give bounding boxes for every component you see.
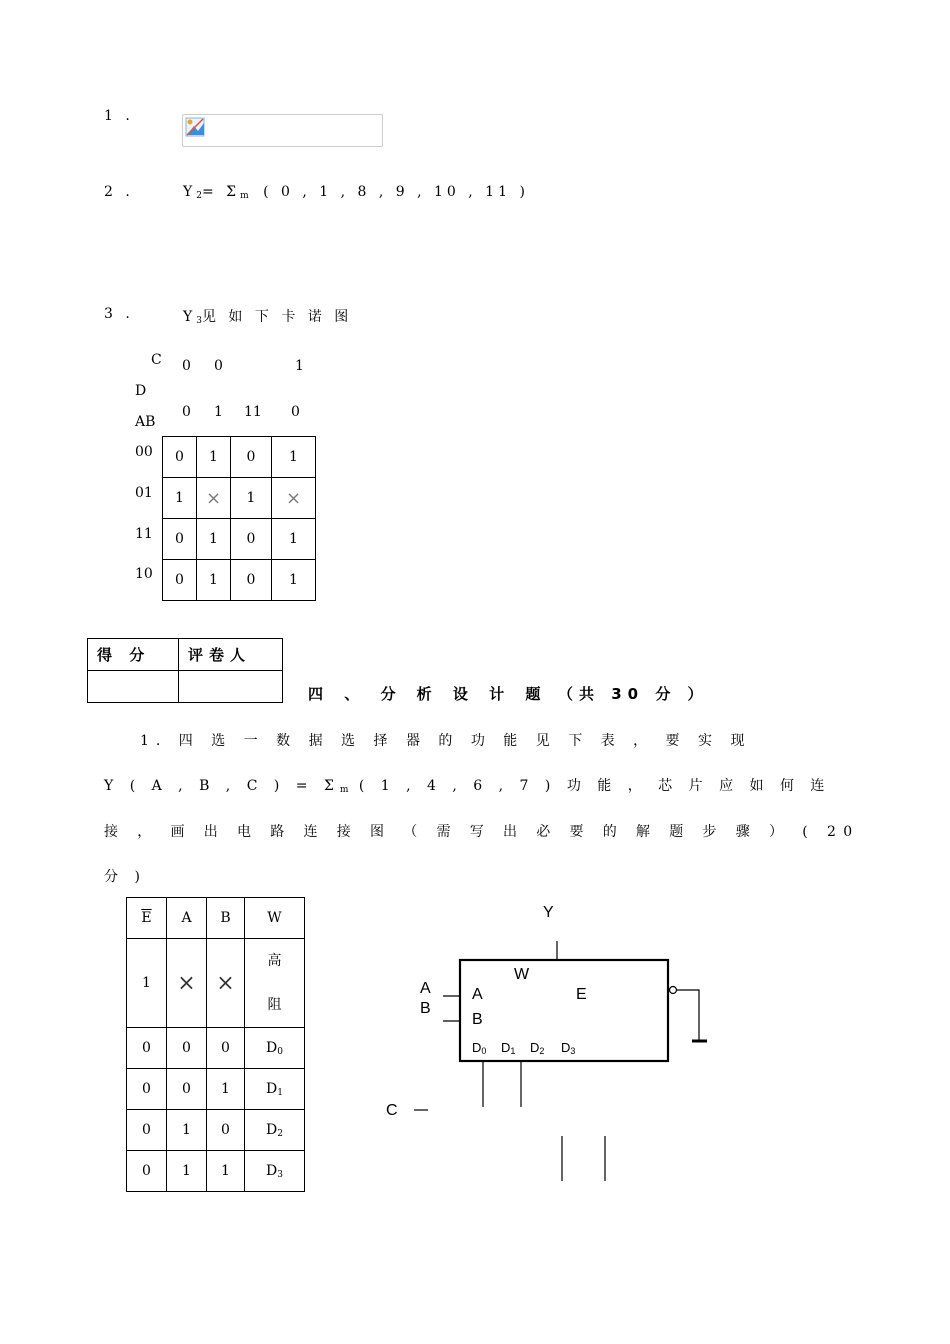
kmap-row-label: 00 <box>135 444 153 460</box>
kmap-label-c: C <box>151 352 166 368</box>
circuit-pin-d0: $D_0$ <box>472 1040 487 1056</box>
score-header: 得 分 <box>88 639 179 671</box>
circuit-pin-d1: $D_1$ <box>501 1040 516 1056</box>
grader-header: 评卷人 <box>179 639 283 671</box>
circuit-pin-e: E <box>576 986 587 1003</box>
problem-line-3: 接 ， 画 出 电 路 连 接 图 （ 需 写 出 必 要 的 解 题 步 骤 ） ( 20 <box>104 824 860 840</box>
circuit-label-b-ext: B <box>420 1000 431 1017</box>
kmap-cell: 0 <box>163 437 197 478</box>
kmap-col-top: 0 <box>182 358 191 374</box>
kmap-row-label: 01 <box>135 485 153 501</box>
problem-line-2: Y ( A , B , C ) = $\Sigma_m$ ( 1 , 4 , 6 , 7 ) 功 能 ， 芯 片 应 如 何 连 <box>104 778 831 795</box>
kmap-cell: 0 <box>231 437 272 478</box>
kmap-cell: 0 <box>163 560 197 601</box>
circuit-label-y: Y <box>543 904 554 921</box>
q2-expression: $Y_2= \Sigma_m$ ( 0 , 1 , 8 , 9 , 10 , 11 ) <box>183 184 529 201</box>
cell-w: $D_3$ <box>245 1151 305 1192</box>
cell-b: 0 <box>207 1110 245 1151</box>
cell-e: 0 <box>127 1069 167 1110</box>
cell-a: 0 <box>167 1069 207 1110</box>
cell-b: 0 <box>207 1028 245 1069</box>
cell-a: 1 <box>167 1151 207 1192</box>
cell-w-line-1: 高 <box>267 953 282 969</box>
q2-number: 2 . <box>104 184 134 200</box>
kmap-row-label: 11 <box>135 526 153 542</box>
cell-e: 1 <box>127 939 167 1028</box>
enable-wire <box>677 990 699 1041</box>
header-w: W <box>245 898 305 939</box>
enable-bubble <box>670 987 677 994</box>
cell-e: 0 <box>127 1110 167 1151</box>
kmap-cell: × <box>272 478 316 519</box>
header-a: A <box>167 898 207 939</box>
circuit-pin-d3: $D_3$ <box>561 1040 576 1056</box>
cell-w: $D_1$ <box>245 1069 305 1110</box>
circuit-label-w: W <box>514 966 530 983</box>
kmap-cell: 1 <box>272 560 316 601</box>
section-title: 四 、 分 析 设 计 题 <box>308 685 549 703</box>
cell-b: 1 <box>207 1151 245 1192</box>
circuit-label-a-ext: A <box>420 980 431 997</box>
kmap-col-header: 0 <box>182 404 191 420</box>
kmap-cell: 1 <box>197 560 231 601</box>
kmap-cell: 1 <box>272 437 316 478</box>
q3-text: $Y_3$见 如 下 卡 诺 图 <box>183 309 353 326</box>
cell-e: 0 <box>127 1028 167 1069</box>
kmap-cell: 1 <box>231 478 272 519</box>
problem-line-1: 1. 四 选 一 数 据 选 择 器 的 功 能 见 下 表 ， 要 实 现 <box>140 733 752 749</box>
q3-number: 3 . <box>104 306 134 322</box>
kmap-col-top: 1 <box>295 358 304 374</box>
q1-number: 1 . <box>104 108 134 124</box>
cell-w-line-2: 阻 <box>267 997 282 1013</box>
cell-a: × <box>167 939 207 1028</box>
circuit-pin-b: B <box>472 1011 483 1028</box>
cell-b: 1 <box>207 1069 245 1110</box>
kmap-cell: 1 <box>163 478 197 519</box>
kmap-row-label: 10 <box>135 566 153 582</box>
kmap-col-header: 0 <box>291 404 300 420</box>
cell-b: × <box>207 939 245 1028</box>
section-points: （共 30 分 ） <box>558 685 709 703</box>
kmap-label-d: D <box>135 383 151 399</box>
circuit-pin-d2: $D_2$ <box>530 1040 545 1056</box>
kmap-cell: 0 <box>163 519 197 560</box>
kmap-col-header: 1 <box>214 404 223 420</box>
kmap-cell: 0 <box>231 560 272 601</box>
cell-e: 0 <box>127 1151 167 1192</box>
cell-w: $D_2$ <box>245 1110 305 1151</box>
kmap-cell: × <box>197 478 231 519</box>
kmap-label-ab: AB <box>135 414 156 430</box>
circuit-label-c: C <box>386 1102 398 1119</box>
kmap-cell: 1 <box>197 437 231 478</box>
kmap-col-top: 0 <box>214 358 223 374</box>
cell-a: 0 <box>167 1028 207 1069</box>
kmap-cell: 1 <box>272 519 316 560</box>
cell-a: 1 <box>167 1110 207 1151</box>
kmap-cell: 1 <box>197 519 231 560</box>
circuit-pin-a: A <box>472 986 483 1003</box>
kmap-cell: 0 <box>231 519 272 560</box>
problem-line-4: 分 ) <box>104 869 146 885</box>
header-e-bar: $\overline{E}$ <box>127 898 167 939</box>
header-b: B <box>207 898 245 939</box>
cell-w: $D_0$ <box>245 1028 305 1069</box>
kmap-col-header: 11 <box>244 404 262 420</box>
